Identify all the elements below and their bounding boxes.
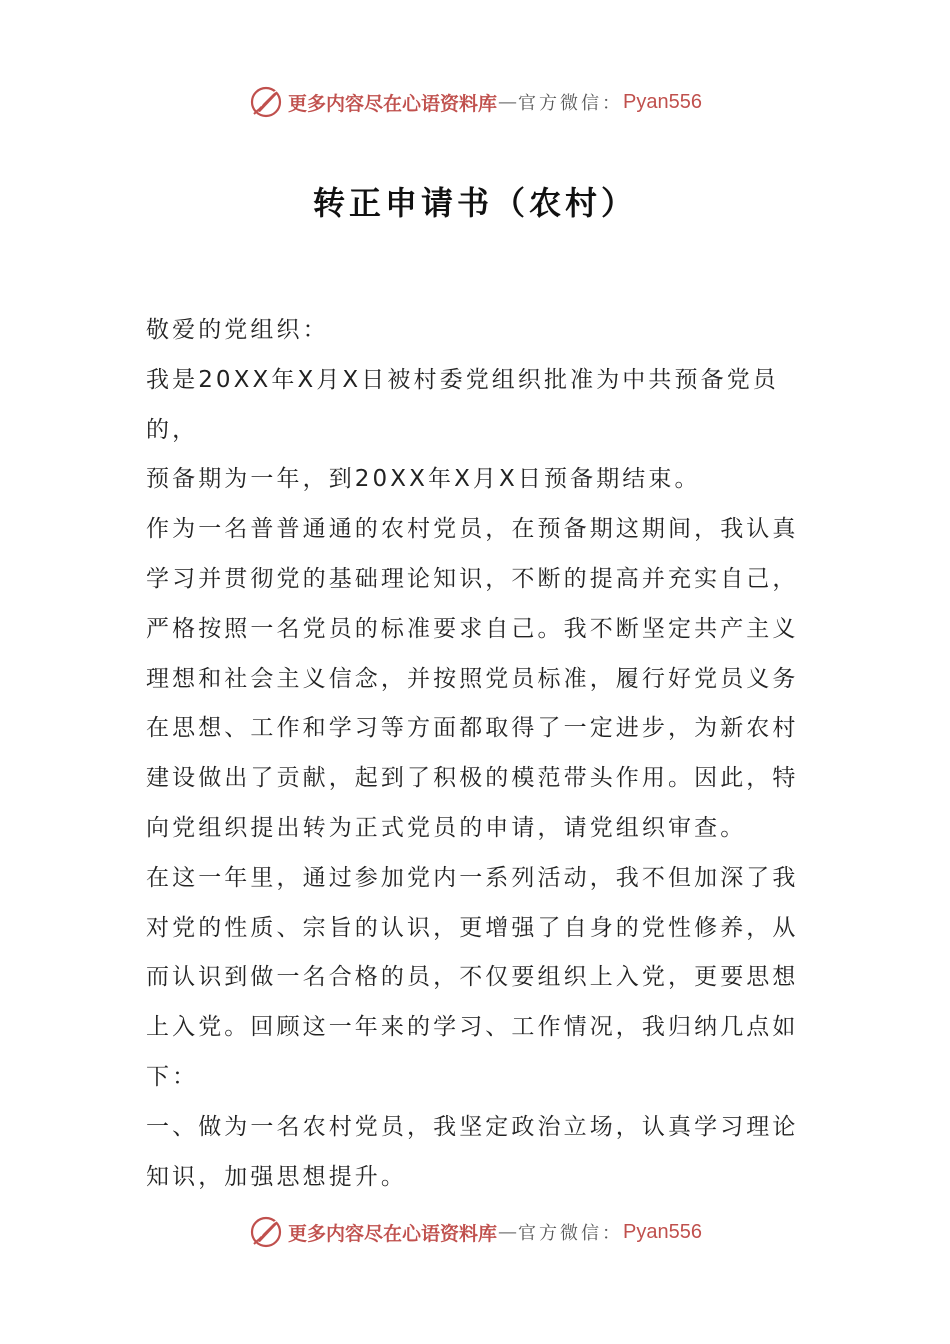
footer-watermark-banner [0,1212,950,1252]
body-line: 我是20XX年X月X日被村委党组织批准为中共预备党员的， [146,366,779,443]
body-line: 在思想、工作和学习等方面都取得了一定进步，为新农村 [146,715,799,742]
body-line: 对党的性质、宗旨的认识，更增强了自身的党性修养，从 [146,914,799,941]
body-line: 理想和社会主义信念，并按照党员标准，履行好党员义务 [146,665,799,692]
banner-brand-text: 更多内容尽在心语资料库 [288,1222,498,1245]
banner-brand-text: 更多内容尽在心语资料库 [288,92,498,115]
quill-pen-circle-icon [248,84,284,120]
banner-wechat-label: 官方微信： [518,1223,624,1244]
body-line: 学习并贯彻党的基础理论知识，不断的提高并充实自己， [146,565,799,592]
body-line: 预备期为一年，到20XX年X月X日预备期结束。 [146,466,701,493]
salutation: 敬爱的党组织： [146,317,329,343]
body-line: 上入党。回顾这一年来的学习、工作情况，我归纳几点如 [146,1014,799,1041]
header-watermark-banner [0,82,950,122]
body-line: 下： [146,1063,199,1090]
body-line: 一、做为一名农村党员，我坚定政治立场，认真学习理论 [146,1113,799,1140]
banner-separator: — [498,1221,518,1243]
quill-pen-circle-icon [248,1214,284,1250]
body-line: 建设做出了贡献，起到了积极的模范带头作用。因此，特 [146,765,799,792]
banner-wechat-id: Pyan556 [623,1220,702,1243]
banner-wechat-id: Pyan556 [623,90,702,113]
body-line: 知识，加强思想提升。 [146,1163,407,1190]
body-line: 在这一年里，通过参加党内一系列活动，我不但加深了我 [146,864,799,891]
body-line: 作为一名普普通通的农村党员，在预备期这期间，我认真 [146,516,799,543]
document-title: 转正申请书（农村） [312,184,637,222]
body-line: 而认识到做一名合格的员，不仅要组织上入党，更要思想 [146,964,799,991]
body-line: 向党组织提出转为正式党员的申请，请党组织审查。 [146,814,747,841]
document-body [146,306,826,1202]
body-line: 严格按照一名党员的标准要求自己。我不断坚定共产主义 [146,615,799,642]
banner-separator: — [498,91,518,113]
banner-wechat-label: 官方微信： [518,93,624,114]
